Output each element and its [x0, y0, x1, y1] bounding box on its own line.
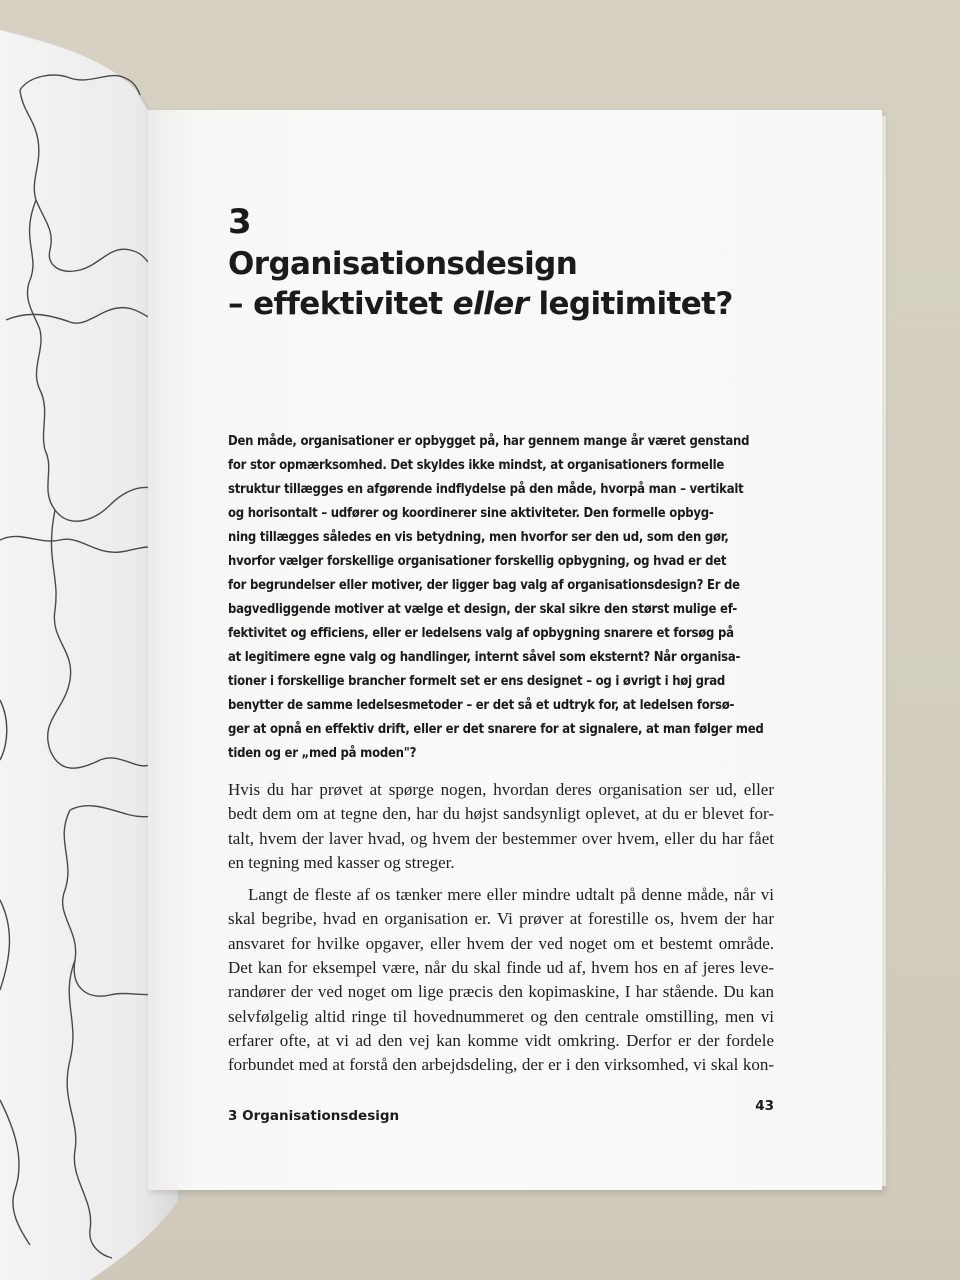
abstract-line: hvorfor vælger forskellige organisationer forskellig opbygning, og hvad er det — [228, 554, 727, 569]
abstract-line: Den måde, organisationer er opbygget på, har gennem mange år været genstand — [228, 434, 750, 449]
page-content — [228, 202, 774, 1078]
right-page — [148, 110, 882, 1190]
running-head: 3 Organisationsdesign — [228, 1108, 400, 1124]
body-line: en tegning med kasser og streger. — [228, 852, 455, 872]
chapter-title — [228, 244, 774, 324]
abstract-line: fektivitet og efficiens, eller er ledelsens valg af opbygning snarere et forsøg på — [228, 626, 734, 641]
body-line: ansvaret for hvilke opgaver, eller hvem der ved noget om et bestemt område. — [228, 933, 774, 953]
abstract-line: struktur tillægges en afgørende indflydelse på den måde, hvorpå man – vertikalt — [228, 482, 744, 497]
chapter-title-line2-prefix: – effektivitet — [228, 286, 453, 322]
body-line: Langt de fleste af os tænker mere eller mindre udtalt på denne måde, når vi — [248, 885, 774, 905]
abstract-line: og horisontalt – udfører og koordinerer sine aktiviteter. Den formelle opbyg- — [228, 506, 714, 521]
body-line: bedt dem om at tegne den, har du højst sandsynligt oplevet, at du er blevet for- — [228, 804, 774, 824]
abstract-line: tioner i forskellige brancher formelt set er ens designet – og i øvrigt i høj grad — [228, 674, 726, 689]
abstract-line: bagvedliggende motiver at vælge et design, der skal sikre den størst mulige ef- — [228, 602, 737, 617]
chapter-title-emphasis: eller — [452, 286, 529, 322]
body-line: randører der ved noget om lige præcis den kopimaskine, I har stående. Du kan — [228, 982, 774, 1002]
body-line: talt, hvem der laver hvad, og hvem der bestemmer over hvem, eller du har fået — [228, 828, 774, 848]
body-line: skal begribe, hvad en organisation er. Vi prøver at forestille os, hvem der har — [228, 909, 774, 929]
page-number: 43 — [755, 1098, 774, 1114]
abstract-line: ger at opnå en effektiv drift, eller er det snarere for at signalere, at man følger med — [228, 722, 764, 737]
abstract-line: at legitimere egne valg og handlinger, internt såvel som eksternt? Når organisa- — [228, 650, 741, 665]
body-line: forbundet med at forstå den arbejdsdeling, der er i den virksomhed, vi skal kon- — [228, 1055, 774, 1075]
body-line: Hvis du har prøvet at spørge nogen, hvordan deres organisation ser ud, eller — [228, 780, 774, 799]
body-text — [228, 778, 774, 1078]
abstract-line: benytter de samme ledelsesmetoder – er det så et udtryk for, at ledelsen forsø- — [228, 698, 735, 713]
abstract-line: for begrundelser eller motiver, der ligger bag valg af organisationsdesign? Er de — [228, 578, 740, 593]
chapter-title-line1: Organisationsdesign — [228, 246, 578, 282]
abstract-line: tiden og er „med på moden"? — [228, 746, 417, 761]
abstract-line: for stor opmærksomhed. Det skyldes ikke mindst, at organisationers formelle — [228, 458, 725, 473]
chapter-abstract — [228, 430, 780, 766]
abstract-line: ning tillægges således en vis betydning, men hvorfor ser den ud, som den gør, — [228, 530, 729, 545]
body-line: erfarer ofte, at vi ad den vej kan komme vidt omkring. Derfor er der fordele — [228, 1030, 774, 1050]
chapter-number: 3 — [228, 202, 252, 242]
chapter-title-line2-suffix: legitimitet? — [528, 286, 733, 322]
body-line: Det kan for eksempel være, når du skal finde ud af, hvem hos en af jeres leve- — [228, 958, 774, 978]
body-line: selvfølgelig altid ringe til hovednummeret og den centrale omstilling, men vi — [228, 1006, 774, 1026]
